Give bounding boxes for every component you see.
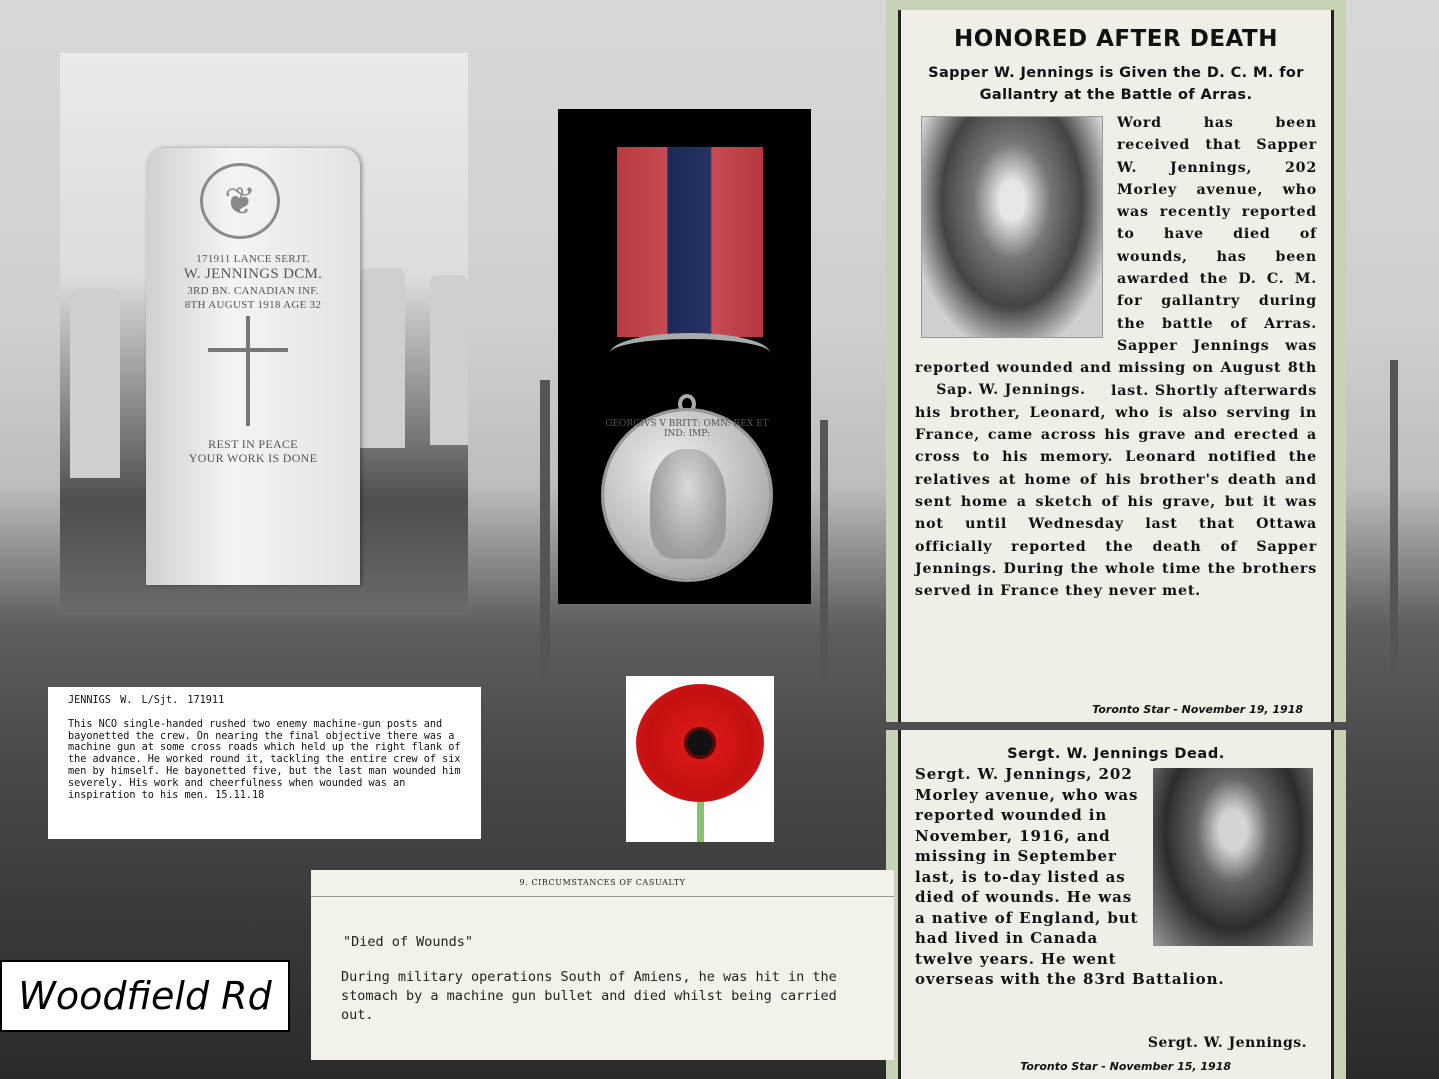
epitaph-line-2: YOUR WORK IS DONE: [188, 451, 318, 465]
neighbor-headstone: [430, 275, 468, 445]
newspaper-clipping-dead: [886, 730, 1346, 1079]
news2-credit: Toronto Star - November 15, 1918: [1020, 1060, 1231, 1073]
cross-arm: [208, 348, 288, 352]
news2-body-text: Sergt. W. Jennings, 202 Morley avenue, who was reported wounded in November, 1916, and missing in September last, is to-day listed as died of wounds. He was a native of England, but had lived in Canada twelve years. He went overseas with the 83rd Battalion.: [915, 765, 1225, 988]
news-body-bottom: August 8th last. Shortly afterwards his brother, Leonard, who is also serving in France, came across his grave and erected a cross to his memory. Leonard notified the relatives at home of his brother's death and sent home a sketch of his grave, but it was not until Wednesday last that Ottawa officially reported the death of Sapper Jennings. During the whole time the brothers served in France they never met.: [915, 360, 1318, 600]
headstone-date-age: 8TH AUGUST 1918 AGE 32: [184, 299, 322, 311]
news2-body: [915, 764, 1317, 990]
news-subheadline: Sapper W. Jennings is Given the D. C. M. for Gallantry at the Battle of Arras.: [928, 65, 1304, 103]
poppy-image: [626, 676, 774, 842]
citation-text: This NCO single-handed rushed two enemy machine-gun posts and bayonetted the crew. On nearing the final objective there was a machine gun at some cross roads which held up the right flank of the advance. He worked round it, tackling the entire crew of six men by himself. He bayonetted five, but the last man wounded him severely. His work and cheerfulness when wounded was an inspiration to his men. 15.11.18: [68, 718, 461, 801]
news2-headline: Sergt. W. Jennings Dead.: [1007, 746, 1225, 762]
news-headline: HONORED AFTER DEATH: [953, 26, 1278, 52]
cross-icon: [246, 316, 250, 426]
headstone-service-number: 171911 LANCE SERJT.: [196, 253, 310, 265]
news-article-body: [915, 112, 1317, 603]
dcm-citation-card: [48, 687, 481, 839]
epitaph-line-1: REST IN PEACE: [208, 437, 298, 451]
soldier-portrait-photo: [1153, 768, 1313, 946]
poppy-flower-icon: [636, 684, 764, 802]
medal-legend-text: GEORGIVS V BRITT: OMN: REX ET IND: IMP:: [605, 419, 769, 439]
poppy-stem: [697, 796, 704, 842]
news-credit: Toronto Star - November 19, 1918: [1092, 703, 1303, 716]
medal-legend: [604, 411, 770, 579]
news-body-top: Word has been received that Sapper W. Jennings, 202 Morley avenue, who was recently reported to have died of wounds, has been awarded the D. C. M. for gallantry during the battle of Arras. Sapper Jennings was reported wounded and missing on: [915, 115, 1317, 377]
divider: [311, 896, 894, 897]
maple-leaf-emblem-icon: ❦: [200, 163, 280, 239]
medal-ribbon: [617, 147, 763, 337]
medal-suspender: [610, 333, 770, 373]
circumstances-of-casualty-record: [311, 870, 894, 1060]
neighbor-headstone: [360, 268, 405, 448]
headstone-unit: 3RD BN. CANADIAN INF.: [187, 285, 319, 297]
news2-caption: Sergt. W. Jennings.: [1147, 1035, 1307, 1051]
newspaper-clipping-honored: [886, 0, 1346, 722]
circumstances-heading: 9. CIRCUMSTANCES OF CASUALTY: [519, 878, 686, 887]
circumstances-text: During military operations South of Amiens, he was hit in the stomach by a machine gun bullet and died whilst being carried out.: [341, 969, 837, 1023]
tree-trunk: [1390, 360, 1398, 680]
circumstances-quote: "Died of Wounds": [343, 934, 474, 950]
dcm-medal-photo: [558, 109, 811, 604]
gravestone-photo: [60, 53, 468, 614]
location-label: Woodfield Rd: [0, 960, 290, 1032]
portrait-photo: [921, 116, 1103, 338]
neighbor-headstone: [70, 288, 120, 478]
headstone-name: W. JENNINGS DCM.: [183, 266, 323, 282]
tree-trunk: [820, 420, 828, 680]
citation-header: JENNIGS W. L/Sjt. 171911: [68, 695, 225, 706]
portrait-caption: Sap. W. Jennings.: [936, 381, 1086, 398]
tree-trunk: [540, 380, 550, 680]
